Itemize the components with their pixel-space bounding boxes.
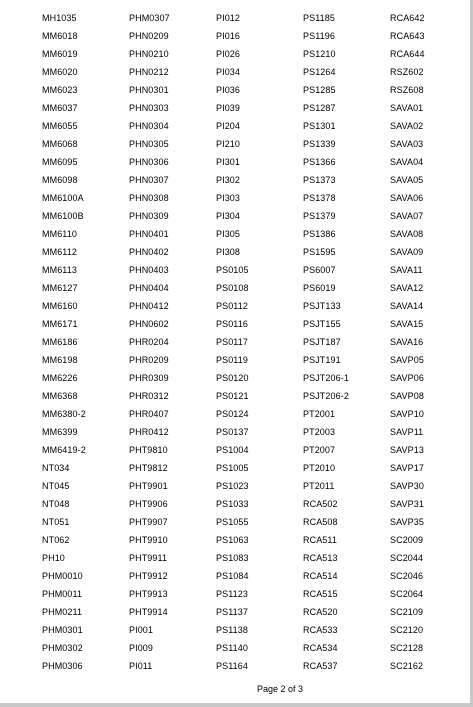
- table-cell: PS1285: [303, 85, 336, 95]
- table-cell: PI039: [216, 103, 241, 113]
- table-cell: PHN0401: [129, 229, 169, 239]
- table-cell: SAVA11: [390, 265, 423, 275]
- table-cell: MM6419-2: [42, 445, 86, 455]
- table-cell: SC2162: [390, 661, 424, 671]
- table-cell: PS1301: [303, 121, 336, 131]
- table-cell: PS1378: [303, 193, 336, 203]
- table-cell: MM6112: [42, 247, 77, 257]
- table-cell: PHM0307: [129, 13, 170, 23]
- table-cell: PS0108: [216, 283, 249, 293]
- table-cell: PI009: [129, 643, 154, 653]
- table-cell: NT062: [42, 535, 70, 545]
- table-cell: MM6380-2: [42, 409, 86, 419]
- table-cell: PS6019: [303, 283, 336, 293]
- table-cell: PS1264: [303, 67, 336, 77]
- table-cell: SAVA01: [390, 103, 424, 113]
- table-cell: PS0124: [216, 409, 249, 419]
- table-cell: MM6068: [42, 139, 78, 149]
- table-cell: PI026: [216, 49, 241, 59]
- table-cell: MM6095: [42, 157, 78, 167]
- table-cell: PHT9812: [129, 463, 168, 473]
- table-cell: MM6023: [42, 85, 78, 95]
- table-cell: PI012: [216, 13, 241, 23]
- table-cell: PS1164: [216, 661, 248, 671]
- table-cell: PI016: [216, 31, 241, 41]
- table-cell: SAVA05: [390, 175, 424, 185]
- part-number-table: [42, 9, 460, 675]
- table-cell: MM6368: [42, 391, 78, 401]
- table-cell: SC2044: [390, 553, 424, 563]
- table-cell: PS0116: [216, 319, 248, 329]
- table-cell: PSJT206-2: [303, 391, 349, 401]
- table-cell: PHN0306: [129, 157, 169, 167]
- table-cell: PHN0301: [129, 85, 169, 95]
- table-cell: PHN0309: [129, 211, 169, 221]
- table-cell: PS1373: [303, 175, 336, 185]
- table-cell: RCA508: [303, 517, 338, 527]
- table-cell: MM6037: [42, 103, 78, 113]
- table-cell: PI204: [216, 121, 241, 131]
- table-cell: PI210: [216, 139, 241, 149]
- table-cell: PS1210: [303, 49, 336, 59]
- table-cell: PHT9907: [129, 517, 168, 527]
- table-cell: MM6098: [42, 175, 78, 185]
- table-cell: PS0120: [216, 373, 249, 383]
- table-cell: PI303: [216, 193, 241, 203]
- table-cell: PT2001: [303, 409, 336, 419]
- table-cell: PHR0412: [129, 427, 169, 437]
- table-cell: SAVA04: [390, 157, 424, 167]
- table-cell: MM6113: [42, 265, 77, 275]
- table-cell: PHT9914: [129, 607, 168, 617]
- table-cell: RCA533: [303, 625, 338, 635]
- table-cell: PHM0302: [42, 643, 83, 653]
- table-cell: SAVP05: [390, 355, 424, 365]
- table-cell: SAVP10: [390, 409, 424, 419]
- table-cell: PS0112: [216, 301, 248, 311]
- page-edge-bottom: [0, 703, 473, 707]
- table-cell: PHR0209: [129, 355, 169, 365]
- table-cell: PI305: [216, 229, 241, 239]
- table-cell: RCA534: [303, 643, 338, 653]
- table-cell: PS0119: [216, 355, 248, 365]
- table-cell: SAVA15: [390, 319, 424, 329]
- table-cell: PI304: [216, 211, 241, 221]
- table-cell: PSJT191: [303, 355, 341, 365]
- table-cell: PS1063: [216, 535, 249, 545]
- table-cell: RCA515: [303, 589, 338, 599]
- table-cell: PHM0011: [42, 589, 83, 599]
- table-cell: PHR0309: [129, 373, 169, 383]
- table-cell: PS1004: [216, 445, 249, 455]
- table-cell: PHT9910: [129, 535, 168, 545]
- table-cell: MM6100B: [42, 211, 84, 221]
- table-cell: PSJT155: [303, 319, 341, 329]
- table-cell: MM6186: [42, 337, 78, 347]
- table-cell: PT2010: [303, 463, 336, 473]
- table-cell: PT2007: [303, 445, 336, 455]
- table-cell: SAVP06: [390, 373, 424, 383]
- table-cell: PHN0307: [129, 175, 169, 185]
- table-cell: PHT9810: [129, 445, 168, 455]
- table-cell: PI301: [216, 157, 241, 167]
- table-cell: MM6127: [42, 283, 78, 293]
- table-cell: SAVA06: [390, 193, 424, 203]
- table-cell: PHN0303: [129, 103, 169, 113]
- table-cell: SC2046: [390, 571, 424, 581]
- table-cell: PS1084: [216, 571, 249, 581]
- table-cell: MM6160: [42, 301, 78, 311]
- table-cell: SC2064: [390, 589, 424, 599]
- table-cell: PHN0412: [129, 301, 169, 311]
- table-cell: PS1138: [216, 625, 248, 635]
- table-cell: PS1386: [303, 229, 336, 239]
- table-cell: SC2128: [390, 643, 424, 653]
- table-cell: RCA502: [303, 499, 338, 509]
- table-cell: PS1083: [216, 553, 249, 563]
- table-cell: MM6399: [42, 427, 78, 437]
- table-cell: PS0117: [216, 337, 248, 347]
- table-cell: RSZ602: [390, 67, 424, 77]
- table-cell: PSJT187: [303, 337, 341, 347]
- table-cell: SAVP11: [390, 427, 424, 437]
- table-cell: PS1595: [303, 247, 336, 257]
- table-cell: NT048: [42, 499, 70, 509]
- table-cell: SC2109: [390, 607, 424, 617]
- table-cell: PS1055: [216, 517, 249, 527]
- table-cell: PI011: [129, 661, 153, 671]
- table-cell: PHN0212: [129, 67, 169, 77]
- table-cell: SAVA12: [390, 283, 424, 293]
- table-cell: RCA644: [390, 49, 425, 59]
- table-cell: PS1005: [216, 463, 249, 473]
- table-cell: PSJT206-1: [303, 373, 349, 383]
- table-cell: PHT9906: [129, 499, 168, 509]
- page-number-footer: Page 2 of 3: [256, 684, 304, 694]
- table-cell: MM6226: [42, 373, 78, 383]
- table-cell: SAVA07: [390, 211, 424, 221]
- table-cell: PHR0407: [129, 409, 169, 419]
- table-cell: PI001: [129, 625, 154, 635]
- table-cell: MM6020: [42, 67, 78, 77]
- table-cell: MM6171: [42, 319, 78, 329]
- table-cell: SAVP17: [390, 463, 424, 473]
- table-cell: RCA514: [303, 571, 338, 581]
- table-cell: PHN0404: [129, 283, 169, 293]
- table-cell: RSZ608: [390, 85, 424, 95]
- table-cell: SAVP08: [390, 391, 424, 401]
- table-cell: MM6055: [42, 121, 78, 131]
- table-cell: PHN0304: [129, 121, 169, 131]
- table-cell: PT2011: [303, 481, 335, 491]
- table-cell: PS6007: [303, 265, 336, 275]
- table-cell: PHN0209: [129, 31, 169, 41]
- table-cell: MH1035: [42, 13, 77, 23]
- table-cell: MM6110: [42, 229, 77, 239]
- table-cell: MM6019: [42, 49, 78, 59]
- table-cell: PHT9901: [129, 481, 168, 491]
- table-cell: PHT9911: [129, 553, 168, 563]
- table-cell: PS1137: [216, 607, 248, 617]
- table-cell: SAVA09: [390, 247, 424, 257]
- table-cell: PS1366: [303, 157, 336, 167]
- table-cell: SC2120: [390, 625, 424, 635]
- table-cell: NT045: [42, 481, 70, 491]
- table-cell: PHN0602: [129, 319, 169, 329]
- table-cell: PHM0301: [42, 625, 83, 635]
- table-cell: PHT9913: [129, 589, 168, 599]
- table-cell: SAVA03: [390, 139, 424, 149]
- table-cell: PHN0402: [129, 247, 169, 257]
- table-cell: PH10: [42, 553, 65, 563]
- table-cell: PHM0010: [42, 571, 83, 581]
- table-cell: MM6100A: [42, 193, 84, 203]
- table-cell: PHN0305: [129, 139, 169, 149]
- table-cell: PSJT133: [303, 301, 341, 311]
- table-cell: SAVP30: [390, 481, 424, 491]
- table-cell: SAVA16: [390, 337, 424, 347]
- table-cell: RCA513: [303, 553, 338, 563]
- table-cell: PHM0306: [42, 661, 83, 671]
- table-cell: PS1033: [216, 499, 249, 509]
- table-cell: PI308: [216, 247, 241, 257]
- table-cell: PS1339: [303, 139, 336, 149]
- table-cell: RCA642: [390, 13, 425, 23]
- table-cell: PS1287: [303, 103, 336, 113]
- table-cell: PS1379: [303, 211, 336, 221]
- table-cell: PHR0312: [129, 391, 169, 401]
- table-cell: PI034: [216, 67, 241, 77]
- table-cell: RCA537: [303, 661, 338, 671]
- table-cell: RCA643: [390, 31, 425, 41]
- table-cell: MM6198: [42, 355, 78, 365]
- table-cell: SAVA02: [390, 121, 424, 131]
- table-cell: PS1196: [303, 31, 335, 41]
- table-cell: SAVP13: [390, 445, 424, 455]
- table-cell: SAVA14: [390, 301, 424, 311]
- table-cell: SAVA08: [390, 229, 424, 239]
- table-cell: SC2009: [390, 535, 424, 545]
- table-cell: PS1185: [303, 13, 335, 23]
- table-cell: PHR0204: [129, 337, 169, 347]
- table-cell: SAVP35: [390, 517, 424, 527]
- table-cell: NT034: [42, 463, 70, 473]
- table-cell: MM6018: [42, 31, 78, 41]
- table-cell: PT2003: [303, 427, 336, 437]
- table-cell: PS1023: [216, 481, 249, 491]
- table-cell: PS0137: [216, 427, 249, 437]
- table-cell: PI036: [216, 85, 241, 95]
- table-cell: PS0105: [216, 265, 249, 275]
- table-cell: PHT9912: [129, 571, 168, 581]
- table-cell: PI302: [216, 175, 241, 185]
- table-cell: PHM0211: [42, 607, 83, 617]
- table-cell: PHN0210: [129, 49, 169, 59]
- table-cell: RCA520: [303, 607, 338, 617]
- table-cell: PS1140: [216, 643, 248, 653]
- table-cell: PHN0403: [129, 265, 169, 275]
- table-cell: RCA511: [303, 535, 337, 545]
- table-cell: SAVP31: [390, 499, 424, 509]
- table-cell: PS0121: [216, 391, 249, 401]
- table-cell: PHN0308: [129, 193, 169, 203]
- table-cell: NT051: [42, 517, 70, 527]
- table-cell: PS1123: [216, 589, 248, 599]
